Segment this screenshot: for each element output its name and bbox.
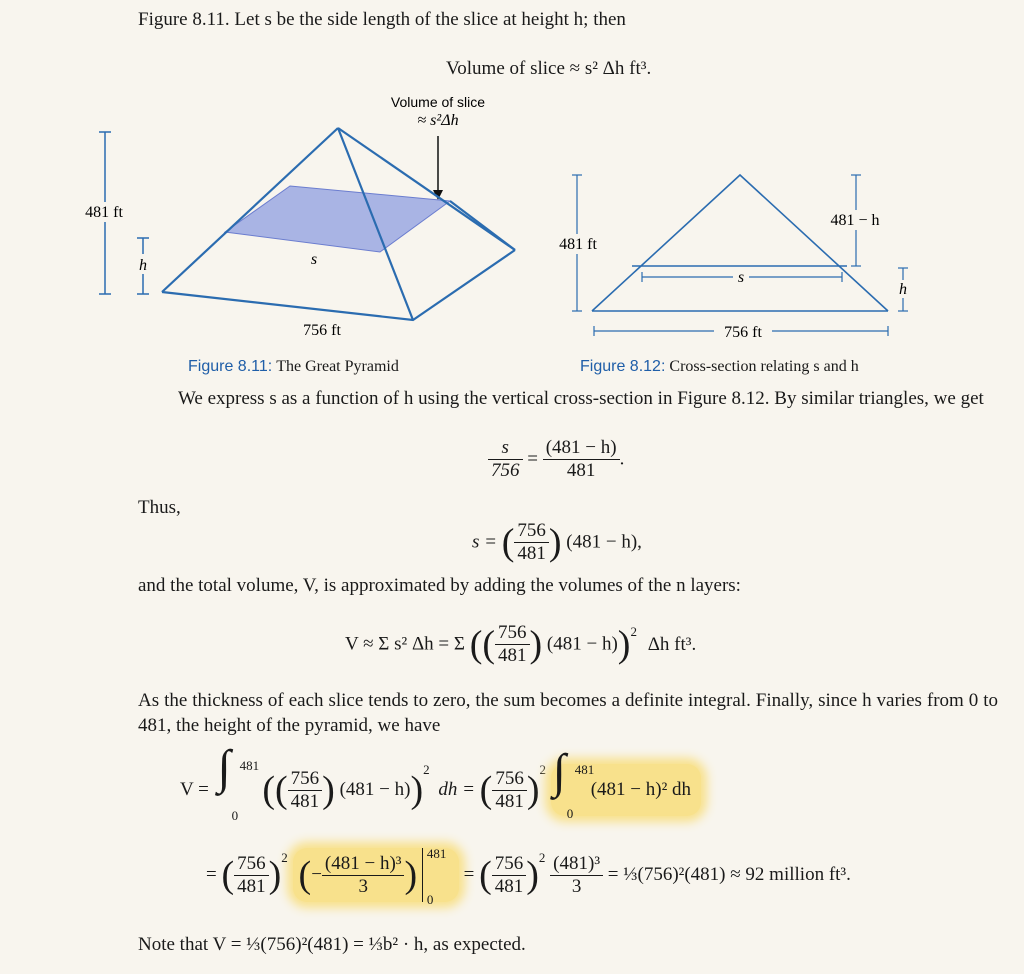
frac-den: 481 bbox=[494, 875, 524, 897]
eq-sign: = bbox=[206, 864, 217, 885]
lower-limit: 0 bbox=[231, 808, 239, 823]
minus-sign: − bbox=[311, 864, 322, 885]
eq-exp: 2 bbox=[423, 762, 430, 777]
evaluation-bar bbox=[422, 846, 447, 907]
upper-limit: 481 bbox=[574, 762, 595, 777]
frac-den: 3 bbox=[571, 875, 582, 897]
base-label: 756 ft bbox=[724, 324, 762, 341]
thus-label: Thus, bbox=[138, 497, 181, 518]
slice-plane bbox=[225, 186, 450, 252]
height-label: 481 ft bbox=[85, 204, 123, 221]
paragraph-2: and the total volume, V, is approximated by adding the volumes of the n layers: bbox=[138, 575, 741, 596]
frac-num: 756 bbox=[492, 768, 527, 791]
callout-line1: Volume of slice bbox=[390, 94, 486, 110]
caption-text: The Great Pyramid bbox=[276, 358, 399, 375]
frac-den: 481 bbox=[495, 790, 524, 812]
frac-den: 481 bbox=[237, 875, 266, 897]
evaluation-equation: = ( $\frac{756}{481}$ )$^2$ (− $\frac{\text{(481 − h)³}}{3}$ ) 481 0 = ( $\frac{756}{481}$ )$^2$ $\frac{\text{(481)³}}{3}$ = ⅓(756)²(481) ≈ 92 million ft³. bbox=[206, 848, 851, 910]
frac-num: (481 − h)³ bbox=[322, 853, 405, 876]
upper-limit: 481 bbox=[239, 758, 260, 773]
frac-num: (481)³ bbox=[550, 853, 603, 876]
frac-num: 756 bbox=[234, 853, 269, 876]
dimension-lines bbox=[572, 175, 908, 336]
eq-lhs: s = bbox=[472, 531, 497, 553]
lower-limit: 0 bbox=[426, 892, 434, 907]
sum-equation: V ≈ Σ s² Δh = Σ (( $\frac{756}{481}$ ) (481 − h))$^2$ Δh ft³. bbox=[345, 622, 697, 666]
top-label: 481 − h bbox=[830, 212, 880, 229]
frac-num: (481 − h) bbox=[543, 437, 620, 460]
s-equation: s = ( $\frac{756}{481}$ ) (481 − h), bbox=[472, 520, 642, 564]
eq-tail: Δh ft³. bbox=[647, 633, 697, 655]
intro-line: Figure 8.11. Let s be the side length of the slice at height h; then bbox=[138, 9, 626, 30]
highlighted-integrand: ∫ 481 0 (481 − h)² dh bbox=[551, 764, 701, 816]
caption-text: Cross-section relating s and h bbox=[669, 358, 859, 375]
s-label: s bbox=[737, 269, 745, 286]
eq-inner: (481 − h) bbox=[339, 779, 411, 800]
eq-lhs: V ≈ Σ s² Δh = Σ bbox=[345, 633, 465, 655]
eq-sign: = bbox=[463, 864, 475, 885]
eq-exp: 2 bbox=[538, 850, 546, 865]
s-label: s bbox=[310, 251, 318, 268]
height-label: 481 ft bbox=[559, 236, 597, 253]
paragraph-3: As the thickness of each slice tends to zero, the sum becomes a definite integral. Finally, since h varies from 0 to 481, the height of the pyramid, we have bbox=[138, 690, 998, 736]
caption-label: Figure 8.12: bbox=[580, 358, 666, 375]
eq-exp: 2 bbox=[281, 850, 288, 865]
highlighted-antiderivative: (− $\frac{\text{(481 − h)³}}{3}$ ) 481 0 bbox=[293, 848, 459, 902]
eq-result: = ⅓(756)²(481) ≈ 92 million ft³. bbox=[607, 864, 851, 885]
eq-exp: 2 bbox=[630, 624, 637, 639]
frac-num: 756 bbox=[288, 768, 323, 791]
figure-8-12-cross-section bbox=[550, 160, 930, 345]
triangle bbox=[592, 175, 888, 311]
caption-8-11 bbox=[188, 358, 399, 376]
eq-rest: (481 − h), bbox=[566, 531, 642, 553]
frac-den: 481 bbox=[517, 543, 546, 564]
eq-lhs: V = bbox=[180, 779, 209, 800]
frac-den: 756 bbox=[491, 460, 520, 481]
base-label: 756 ft bbox=[303, 322, 341, 339]
integral-sign: ∫ 481 0 bbox=[214, 760, 258, 820]
caption-label: Figure 8.11: bbox=[188, 358, 273, 375]
h-label: h bbox=[139, 257, 147, 274]
figure-8-11-pyramid bbox=[70, 90, 540, 345]
frac-num: s bbox=[488, 437, 523, 460]
eq-dh: dh = bbox=[438, 779, 475, 800]
upper-limit: 481 bbox=[426, 846, 447, 861]
integrand-text: (481 − h)² dh bbox=[590, 779, 692, 800]
frac-num: 756 bbox=[495, 622, 530, 645]
frac-den: 481 bbox=[566, 460, 596, 481]
lower-limit: 0 bbox=[566, 806, 574, 821]
volume-slice-equation: Volume of slice ≈ s² Δh ft³. bbox=[446, 58, 652, 79]
frac-num: 756 bbox=[514, 520, 549, 543]
ratio-equation: $\frac{s}{756}$ = $\frac{(481 - h)}{481}$ . bbox=[488, 437, 624, 482]
paragraph-1: We express s as a function of h using the vertical cross-section in Figure 8.12. By similar triangles, we get bbox=[178, 388, 984, 409]
frac-den: 3 bbox=[358, 875, 368, 897]
h-label: h bbox=[899, 281, 907, 298]
frac-num: 756 bbox=[492, 853, 527, 876]
integral-equation: V = ∫ 481 0 (( $\frac{756}{481}$ ) (481 − h))$^2$ dh = ( $\frac{756}{481}$ )$^2$ ∫ 481 0 (481 − h)² dh bbox=[180, 760, 701, 830]
eq-inner: (481 − h) bbox=[546, 633, 618, 655]
caption-8-12 bbox=[580, 358, 859, 376]
eq-exp: 2 bbox=[539, 762, 546, 777]
frac-den: 481 bbox=[498, 645, 527, 666]
callout-line2: ≈ s²Δh bbox=[417, 112, 459, 129]
note-line: Note that V = ⅓(756)²(481) = ⅓b² · h, as expected. bbox=[138, 934, 526, 955]
frac-den: 481 bbox=[290, 790, 320, 812]
